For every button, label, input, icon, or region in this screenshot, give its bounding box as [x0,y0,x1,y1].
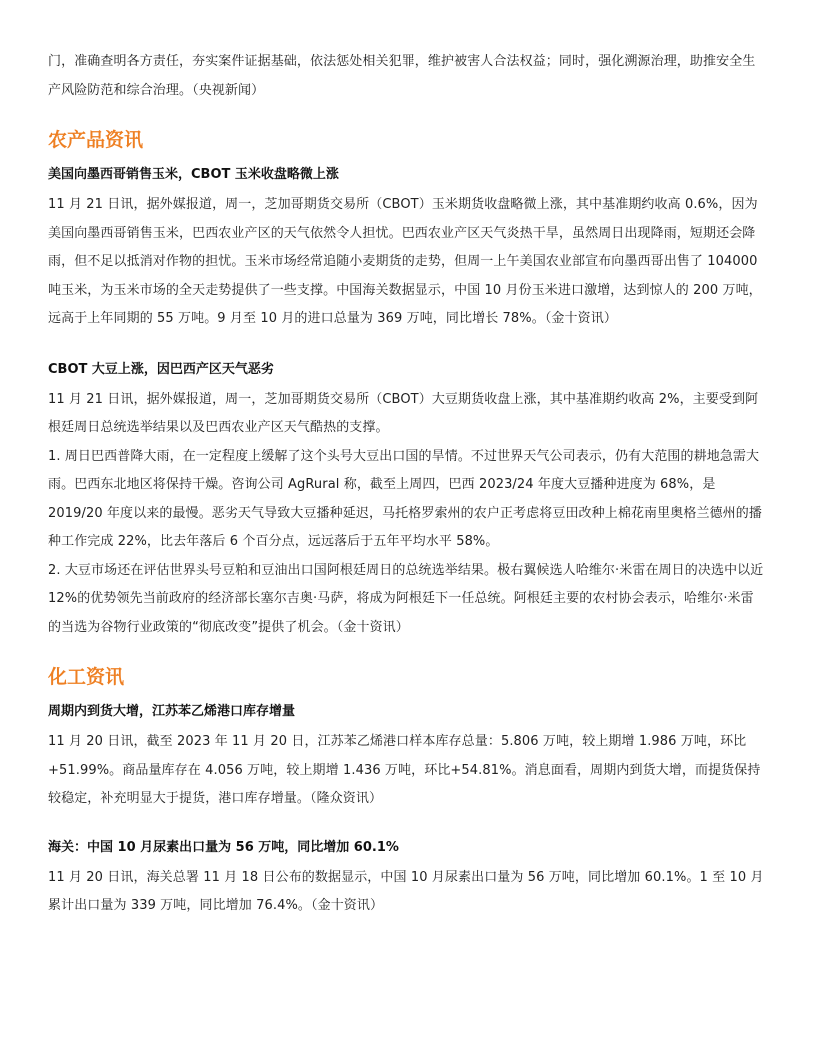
article-paragraph: 11 月 21 日讯，据外媒报道，周一，芝加哥期货交易所（CBOT）玉米期货收盘略微上涨，其中基准期约收高 0.6%，因为美国向墨西哥销售玉米，巴西农业产区的天气依然令人担忧。巴西农业产区天气炎热干旱，虽然周日出现降雨，短期还会降雨，但不足以抵消对作物的担忧。玉米市场经常追随小麦期货的走势，但周一上午美国农业部宣布向墨西哥出售了 104000 吨玉米，为玉米市场的全天走势提供了一些支撑。中国海关数据显示，中国 10 月份玉米进口激增，达到惊人的 200 万吨，远高于上年同期的 55 万吨。9 月至 10 月的进口总量为 369 万吨，同比增长 78%。（金十资讯） [48,197,762,326]
article-paragraph: 11 月 20 日讯，海关总署 11 月 18 日公布的数据显示，中国 10 月尿素出口量为 56 万吨，同比增加 60.1%。1 至 10 月累计出口量为 339 万吨，同比增加 76.4%。（金十资讯） [48,869,764,913]
article-paragraph: 2. 大豆市场还在评估世界头号豆粕和豆油出口国阿根廷周日的总统选举结果。极右翼候选人哈维尔·米雷在周日的决选中以近 12%的优势领先当前政府的经济部长塞尔吉奥·马萨，将成为阿根廷下一任总统。阿根廷主要的农村协会表示，哈维尔·米雷的当选为谷物行业政策的“彻底改变”提供了机会。（金十资讯） [48,562,764,635]
section-title-chemicals: 化工资讯 [48,666,125,688]
section-title-agriculture: 农产品资讯 [48,129,144,151]
intro-paragraph: 门，准确查明各方责任，夯实案件证据基础，依法惩处相关犯罪，维护被害人合法权益；同时，强化溯源治理，助推安全生产风险防范和综合治理。（央视新闻） [48,54,756,98]
article-title-styrene: 周期内到货大增，江苏苯乙烯港口库存增量 [48,704,296,719]
article-title-soybean: CBOT 大豆上涨，因巴西产区天气恶劣 [48,361,274,377]
article-title-corn: 美国向墨西哥销售玉米，CBOT 玉米收盘略微上涨 [48,167,339,182]
article-title-urea: 海关：中国 10 月尿素出口量为 56 万吨，同比增加 60.1% [48,839,399,855]
article-paragraph: 1. 周日巴西普降大雨，在一定程度上缓解了这个头号大豆出口国的旱情。不过世界天气公司表示，仍有大范围的耕地急需大雨。巴西东北地区将保持干燥。咨询公司 AgRural 称，截至上周四，巴西 2023/24 年度大豆播种进度为 68%，是 2019/20 年度以来的最慢。恶劣天气导致大豆播种延迟，马托格罗索州的农户正考虑将豆田改种上棉花南里奥格兰德州的播种工作完成 22%，比去年落后 6 个百分点，远远落后于五年平均水平 58%。 [48,448,762,549]
article-paragraph: 11 月 20 日讯，截至 2023 年 11 月 20 日，江苏苯乙烯港口样本库存总量：5.806 万吨，较上期增 1.986 万吨，环比+51.99%。商品量库存在 4.056 万吨，较上期增 1.436 万吨，环比+54.81%。消息面看，周期内到货大增，而提货保持较稳定，补充明显大于提货，港口库存增量。（隆众资讯） [48,734,761,806]
article-paragraph: 11 月 21 日讯，据外媒报道，周一，芝加哥期货交易所（CBOT）大豆期货收盘上涨，其中基准期约收高 2%，主要受到阿根廷周日总统选举结果以及巴西农业产区天气酷热的支撑。 [48,391,759,435]
